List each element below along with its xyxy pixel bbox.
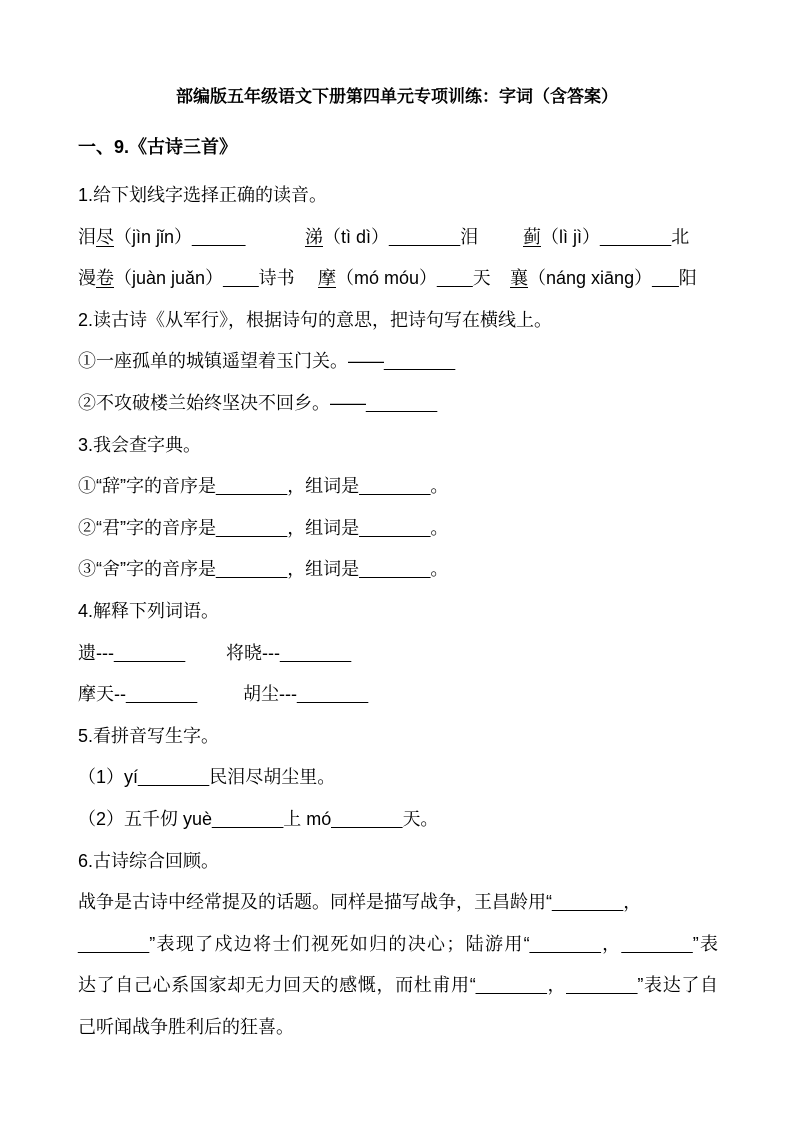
question-1-prompt: 1.给下划线字选择正确的读音。 — [78, 185, 328, 205]
pinyin-options: （náng xiāng）___阳 — [528, 268, 697, 289]
answer-blank: ____ — [223, 271, 259, 289]
question-3-item: ②“君”字的音序是________，组词是________。 — [78, 517, 449, 538]
term-definition-item: 胡尘---________ — [243, 684, 369, 705]
item-prefix: 漫 — [78, 268, 96, 289]
paragraph-line: ________”表现了戍边将士们视死如归的决心；陆游用“________，________”表 — [78, 933, 719, 954]
answer-blank: ________ — [78, 936, 150, 954]
answer-blank: ________ — [600, 229, 672, 247]
pronunciation-item — [510, 258, 697, 301]
pinyin-options: （lì jì）________北 — [541, 226, 690, 247]
paragraph-line: 己听闻战争胜利后的狂喜。 — [78, 1016, 294, 1037]
answer-blank: ________ — [359, 520, 431, 538]
underlined-character: 摩 — [318, 268, 336, 289]
answer-blank: ________ — [552, 895, 624, 913]
answer-blank: ________ — [216, 562, 288, 580]
answer-blank: ________ — [566, 978, 638, 996]
pinyin-options: （jìn jǐn）______ — [114, 226, 246, 247]
answer-blank: ________ — [216, 479, 288, 497]
answer-blank: ________ — [113, 645, 186, 663]
document-title: 部编版五年级语文下册第四单元专项训练：字词（含答案） — [176, 87, 618, 106]
pinyin-options: （tì dì）________泪 — [323, 226, 479, 247]
pronunciation-item — [523, 217, 689, 260]
question-2-item: ②不攻破楼兰始终坚决不回乡。——________ — [78, 392, 438, 413]
answer-blank: ________ — [359, 479, 431, 497]
answer-blank: ________ — [279, 645, 352, 663]
paragraph-line: 战争是古诗中经常提及的话题。同样是描写战争，王昌龄用“________， — [78, 892, 642, 913]
question-4-row — [78, 633, 718, 675]
answer-blank: ___ — [652, 271, 679, 289]
question-5-item: （1）yí________民泪尽胡尘里。 — [78, 767, 336, 788]
question-3-item: ③“舍”字的音序是________，组词是________。 — [78, 559, 449, 580]
underlined-character: 涕 — [305, 226, 323, 247]
question-5-prompt: 5.看拼音写生字。 — [78, 725, 220, 746]
worksheet-body — [78, 175, 718, 1048]
answer-blank: ________ — [366, 395, 438, 413]
question-1-row-1 — [78, 217, 718, 259]
pronunciation-item — [78, 258, 295, 301]
answer-blank: ________ — [621, 936, 693, 954]
pinyin-options: （mó móu）____天 — [336, 268, 491, 289]
question-6-prompt: 6.古诗综合回顾。 — [78, 850, 220, 871]
term-definition-item: 遗---________ — [78, 642, 186, 663]
term-definition-item: 摩天--________ — [78, 684, 198, 705]
pronunciation-item — [78, 217, 245, 260]
underlined-character: 卷 — [96, 268, 114, 289]
underlined-character: 尽 — [96, 226, 114, 247]
question-1-row-2 — [78, 258, 718, 300]
paragraph-line: 达了自己心系国家却无力回天的感慨，而杜甫用“________，________”表达了自 — [78, 975, 718, 996]
question-5-item: （2）五千仞 yuè________上 mó________天。 — [78, 808, 439, 829]
answer-blank: ________ — [389, 229, 461, 247]
answer-blank: ____ — [437, 271, 473, 289]
section-heading: 一、9.《古诗三首》 — [78, 137, 238, 157]
answer-blank: ________ — [331, 811, 403, 829]
answer-blank: ________ — [126, 687, 198, 705]
question-4-row — [78, 674, 718, 716]
answer-blank: ________ — [359, 562, 431, 580]
underlined-character: 襄 — [510, 268, 528, 289]
pronunciation-item — [305, 217, 478, 260]
answer-blank: ________ — [384, 354, 456, 372]
answer-blank: ________ — [296, 687, 369, 705]
question-3-item: ①“辞”字的音序是________，组词是________。 — [78, 476, 449, 497]
pinyin-options: （juàn juǎn）____诗书 — [114, 268, 295, 289]
question-4-prompt: 4.解释下列词语。 — [78, 600, 220, 621]
answer-blank: ________ — [138, 770, 210, 788]
answer-blank: ________ — [216, 520, 288, 538]
answer-blank: ________ — [475, 978, 547, 996]
term-definition-item: 将晓---________ — [226, 642, 352, 663]
question-2-prompt: 2.读古诗《从军行》，根据诗句的意思，把诗句写在横线上。 — [78, 309, 553, 330]
question-3-prompt: 3.我会查字典。 — [78, 434, 202, 455]
pronunciation-item — [318, 258, 491, 301]
answer-blank: ________ — [529, 936, 601, 954]
answer-blank: ________ — [212, 811, 284, 829]
underlined-character: 蓟 — [523, 226, 541, 247]
answer-blank: ______ — [192, 229, 246, 247]
question-2-item: ①一座孤单的城镇遥望着玉门关。——________ — [78, 351, 456, 372]
item-prefix: 泪 — [78, 226, 96, 247]
